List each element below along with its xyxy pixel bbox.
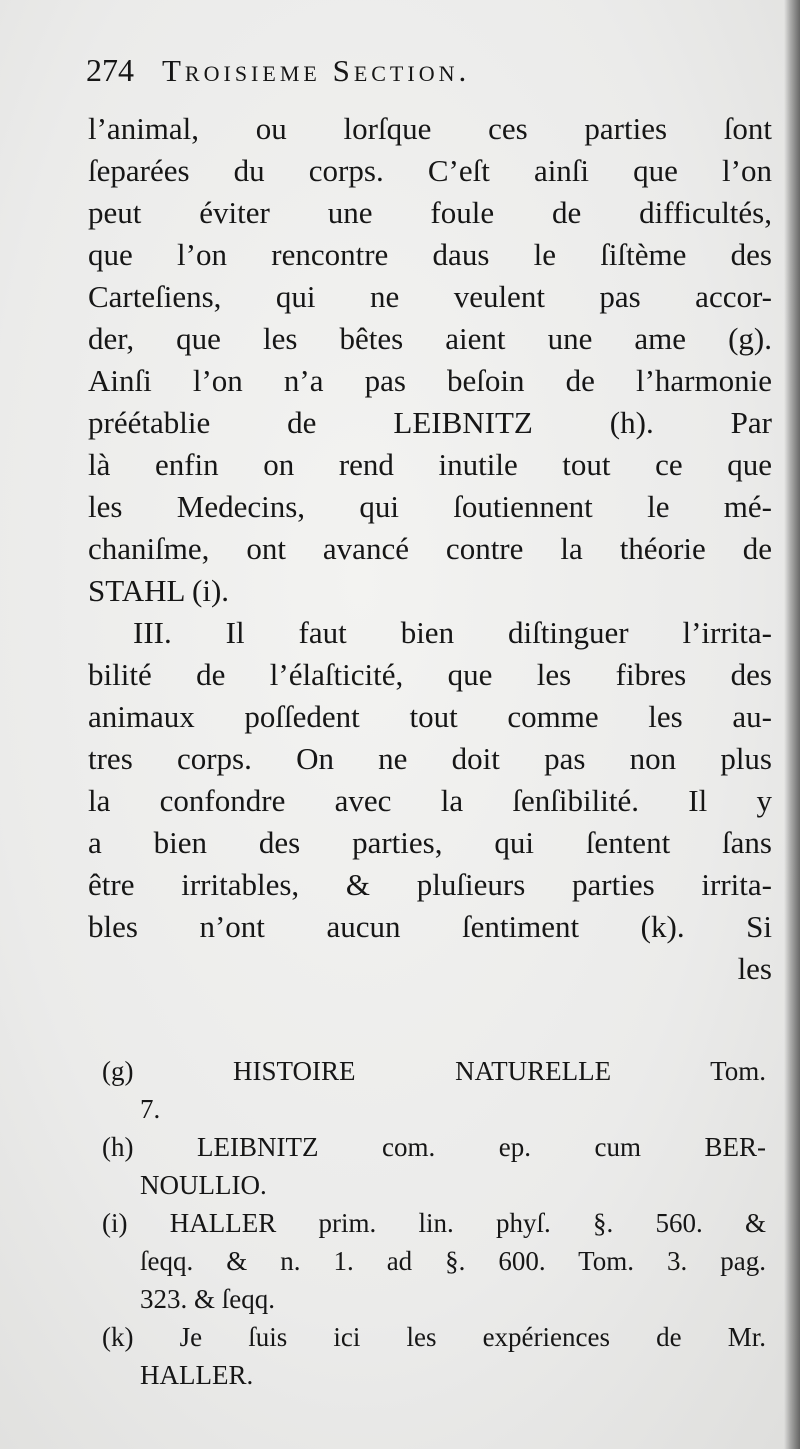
text-line: Carteſiens, qui ne veulent pas accor- — [88, 279, 772, 314]
footnote-h-cont: NOULLIO. — [140, 1170, 267, 1200]
running-title: Troisieme Section. — [162, 53, 471, 88]
text-line: là enfin on rend inutile tout ce que — [88, 447, 772, 482]
text-line: bles n’ont aucun ſentiment (k). Si — [88, 909, 772, 944]
footnotes — [102, 1052, 766, 1394]
text-line: que l’on rencontre daus le ſiſtème des — [88, 237, 772, 272]
text-line: ſeparées du corps. C’eſt ainſi que l’on — [88, 153, 772, 188]
text-line: bilité de l’élaſticité, que les fibres des — [88, 657, 772, 692]
footnote-k-cont: HALLER. — [140, 1360, 254, 1390]
footnote-h: (h) LEIBNITZ com. ep. cum BER- — [102, 1132, 766, 1162]
text-line: der, que les bêtes aient une ame (g). — [88, 321, 772, 356]
body-text — [88, 108, 772, 990]
text-line: chaniſme, ont avancé contre la théorie de — [88, 531, 772, 566]
text-line: être irritables, & pluſieurs parties irrita- — [88, 867, 772, 902]
running-header — [86, 52, 666, 102]
text-line: STAHL (i). — [88, 573, 230, 608]
text-line: les Medecins, qui ſoutiennent le mé- — [88, 489, 772, 524]
footnote-i-cont: 323. & ſeqq. — [140, 1284, 275, 1314]
footnote-i-cont: ſeqq. & n. 1. ad §. 600. Tom. 3. pag. — [140, 1246, 766, 1276]
footnote-g-cont: 7. — [140, 1094, 161, 1124]
page-edge-shadow — [784, 0, 800, 1449]
text-line: la confondre avec la ſenſibilité. Il y — [88, 783, 772, 818]
text-line: peut éviter une foule de difficultés, — [88, 195, 772, 230]
footnote-g: (g) HISTOIRE NATURELLE Tom. — [102, 1056, 766, 1086]
text-line: l’animal, ou lorſque ces parties ſont — [88, 111, 772, 146]
text-line: tres corps. On ne doit pas non plus — [88, 741, 772, 776]
text-line: Ainſi l’on n’a pas beſoin de l’harmonie — [88, 363, 772, 398]
text-line: a bien des parties, qui ſentent ſans — [88, 825, 772, 860]
footnote-i: (i) HALLER prim. lin. phyſ. §. 560. & — [102, 1208, 766, 1238]
text-line: préétablie de LEIBNITZ (h). Par — [88, 405, 772, 440]
footnote-k: (k) Je ſuis ici les expériences de Mr. — [102, 1322, 766, 1352]
text-line: animaux poſſedent tout comme les au- — [88, 699, 772, 734]
catchword: les — [737, 951, 772, 986]
page-number: 274 — [86, 52, 134, 88]
text-line: III. Il faut bien diſtinguer l’irrita- — [133, 615, 772, 650]
